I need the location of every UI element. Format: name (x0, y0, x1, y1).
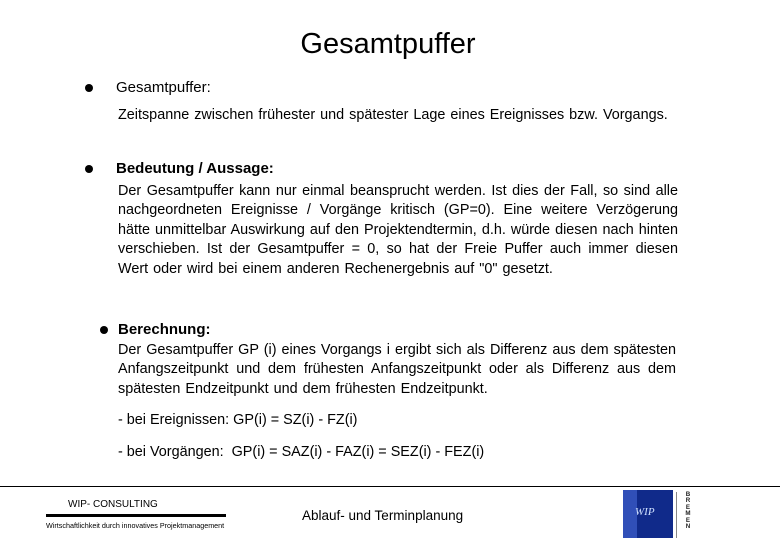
formula-activities: - bei Vorgängen: GP(i) = SAZ(i) - FAZ(i) = SEZ(i) - FEZ(i) (118, 444, 485, 460)
footer-bar (46, 514, 226, 517)
calculation-text: Der Gesamtpuffer GP (i) eines Vorgangs i ergibt sich als Differenz aus dem spätesten Anfangszeitpunkt und dem frühesten Anfangszeitpunkt oder als Differenz aus dem spätesten Endzeitpunkt und dem frühesten Endzeitpunkt. (118, 342, 676, 397)
logo-city-letters: B R E M E N (685, 491, 691, 531)
meaning-heading: Bedeutung / Aussage: (116, 160, 274, 177)
footer-presentation-title: Ablauf- und Terminplanung (302, 508, 464, 523)
bullet-dot (85, 84, 93, 92)
logo-mark (623, 490, 673, 538)
meaning-text: Der Gesamtpuffer kann nur einmal beansprucht werden. Ist dies der Fall, so sind alle nachgeordneten Ereignisse / Vorgänge kritisch (GP=0). Eine weitere Verzögerung hätte unmittelbar Auswirkung auf den Projektendtermin, d.h. würde diesen nach hinten verschieben. Ist der Gesamtpuffer = 0, so hat der Freie Puffer auch immer diesen Wert oder wird bei einem anderen Rechenergebnis auf "0" gesetzt. (118, 183, 678, 277)
company-logo (618, 490, 700, 540)
footer-organization: WIP- CONSULTING (68, 499, 158, 510)
footer-divider (0, 486, 780, 487)
footer-tagline: Wirtschaftlichkeit durch innovatives Projektmanagement (46, 521, 225, 530)
formula-events: - bei Ereignissen: GP(i) = SZ(i) - FZ(i) (118, 412, 358, 428)
bullet-dot (85, 165, 93, 173)
logo-city-column (676, 492, 699, 538)
calculation-heading: Berechnung: (118, 321, 211, 338)
definition-text: Zeitspanne zwischen frühester und spätester Lage eines Ereignisses bzw. Vorgangs. (118, 107, 668, 123)
bullet-dot (100, 326, 108, 334)
page-title: Gesamtpuffer (300, 28, 476, 60)
definition-heading: Gesamtpuffer: (116, 79, 211, 96)
logo-text: WIP (635, 506, 655, 518)
